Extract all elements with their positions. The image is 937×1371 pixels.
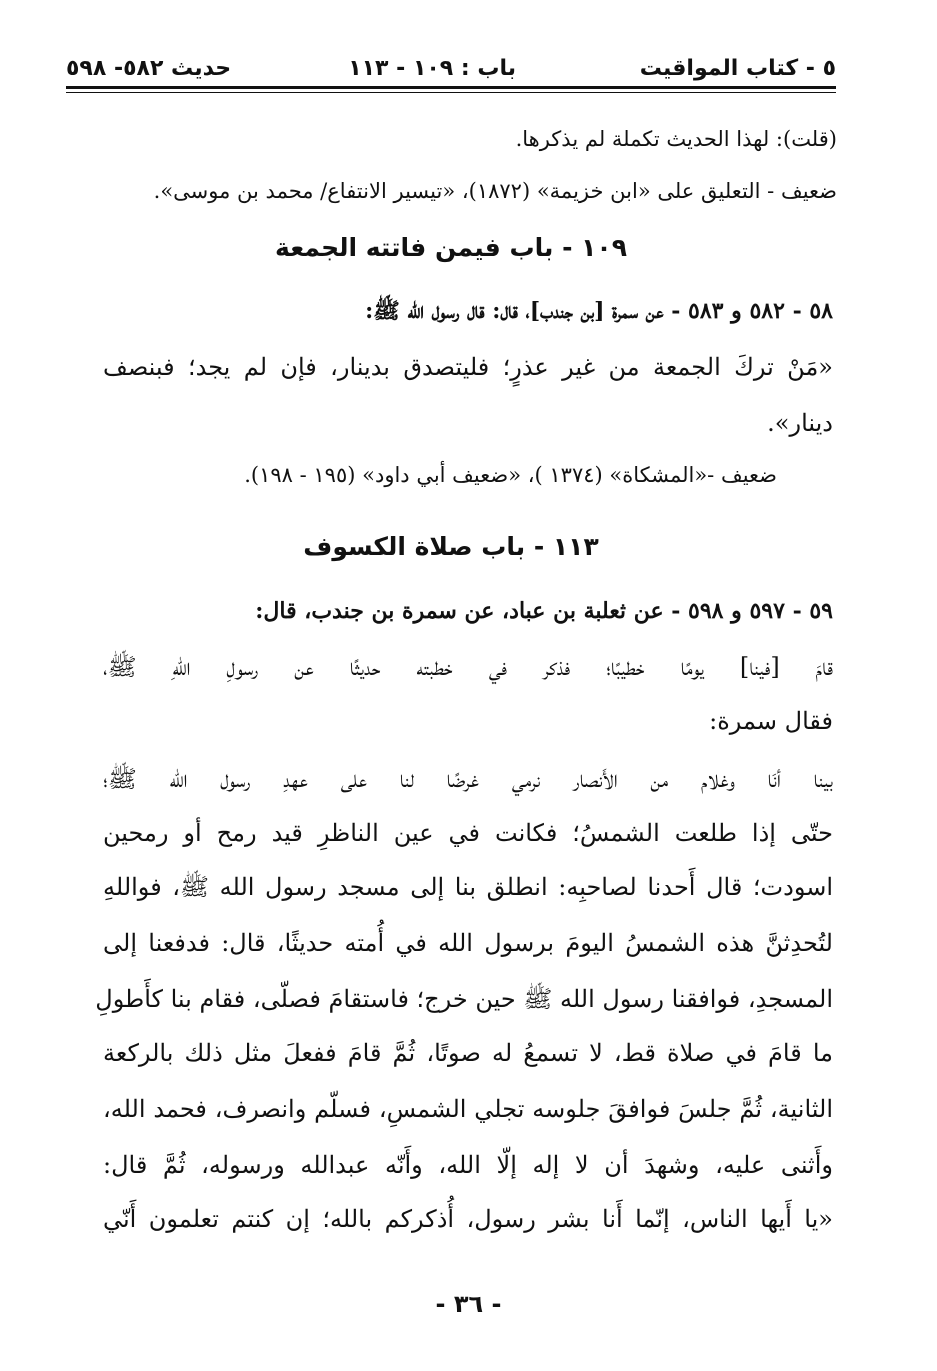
- hadith-59-line-3: بينا أنَا وغلام من الأَنصار نرمي غرضًا لنا على عهدِ رسول الله ﷺ؛: [103, 765, 833, 793]
- hadith-58-matn-2: دينار».: [767, 409, 833, 437]
- header-rule-thin: [66, 92, 836, 93]
- hadith-59-line-1: قامَ [فينا] يومًا خطيبًا؛ فذكر في خطبته حديثًا عن رسولِ اللهِ ﷺ،: [103, 653, 834, 681]
- grading-line-2: ضعيف -«المشكاة» (١٣٧٤ )، «ضعيف أبي داود» (١٩٥ - ١٩٨).: [244, 463, 777, 487]
- hadith-59-line-4: حتّى إذا طلعت الشمسُ؛ فكانت في عين الناظرِ قيد رمح أو رمحين: [103, 819, 833, 847]
- note-line: (قلت): لهذا الحديث تكملة لم يذكرها.: [515, 127, 837, 151]
- hadith-59-line-10: وأَثنى عليه، وشهدَ أن لا إله إلّا الله، وأَنّه عبدالله ورسوله، ثُمَّ قال:: [103, 1151, 833, 1179]
- hadith-59-line-9: الثانية، ثُمَّ جلسَ فوافقَ جلوسه تجلي الشمسِ، فسلّم وانصرف، فحمد الله،: [103, 1095, 833, 1123]
- hadith-59-line-2: فقال سمرة:: [709, 707, 833, 735]
- page-number: - ٣٦ -: [435, 1290, 502, 1318]
- hadith-58-matn-1: «مَنْ تركَ الجمعة من غير عذرٍ؛ فليتصدق بدينار، فإن لم يجد؛ فبنصف: [103, 353, 833, 381]
- section-heading-109: ١٠٩ - باب فيمن فاتته الجمعة: [275, 233, 627, 262]
- hadith-59-line-11: «يا أَيها الناس، إنّما أَنا بشر رسول، أُذكركم بالله؛ إن كنتم تعلمون أَنّي: [103, 1205, 833, 1233]
- hadith-59-line-7: المسجدِ، فوافقنا رسول الله ﷺ حين خرج؛ فاستقامَ فصلّى، فقام بنا كأَطولِ: [95, 985, 833, 1013]
- hadith-range: حديث ٥٨٢- ٥٩٨: [66, 56, 232, 81]
- hadith-59-line-8: ما قامَ في صلاة قط، لا تسمعُ له صوتًا، ثُمَّ قامَ ففعلَ مثل ذلك بالركعة: [103, 1039, 833, 1067]
- hadith-58-isnad: ٥٨ - ٥٨٢ و ٥٨٣ - عن سمرة [بن جندب]، قال: قال رسول الله ﷺ:: [365, 298, 833, 324]
- running-header: [66, 50, 836, 90]
- hadith-59-isnad: ٥٩ - ٥٩٧ و ٥٩٨ - عن ثعلبة بن عباد، عن سمرة بن جندب، قال:: [255, 598, 833, 624]
- bab-range: باب : ١٠٩ - ١١٣: [348, 56, 516, 81]
- hadith-59-line-5: اسودت؛ قال أَحدنا لصاحبِه: انطلق بنا إلى مسجد رسول الله ﷺ، فواللهِ: [103, 873, 833, 901]
- section-heading-113: ١١٣ - باب صلاة الكسوف: [303, 532, 599, 561]
- chapter-title: ٥ - كتاب المواقيت: [639, 56, 836, 81]
- header-rule-thick: [66, 86, 836, 89]
- hadith-59-line-6: لتُحدِثنَّ هذه الشمسُ اليومَ برسول الله في أُمته حديثًا، قال: فدفعنا إلى: [103, 929, 833, 957]
- grading-line-1: ضعيف - التعليق على «ابن خزيمة» (١٨٧٢)، «تيسير الانتفاع/ محمد بن موسى».: [153, 179, 837, 203]
